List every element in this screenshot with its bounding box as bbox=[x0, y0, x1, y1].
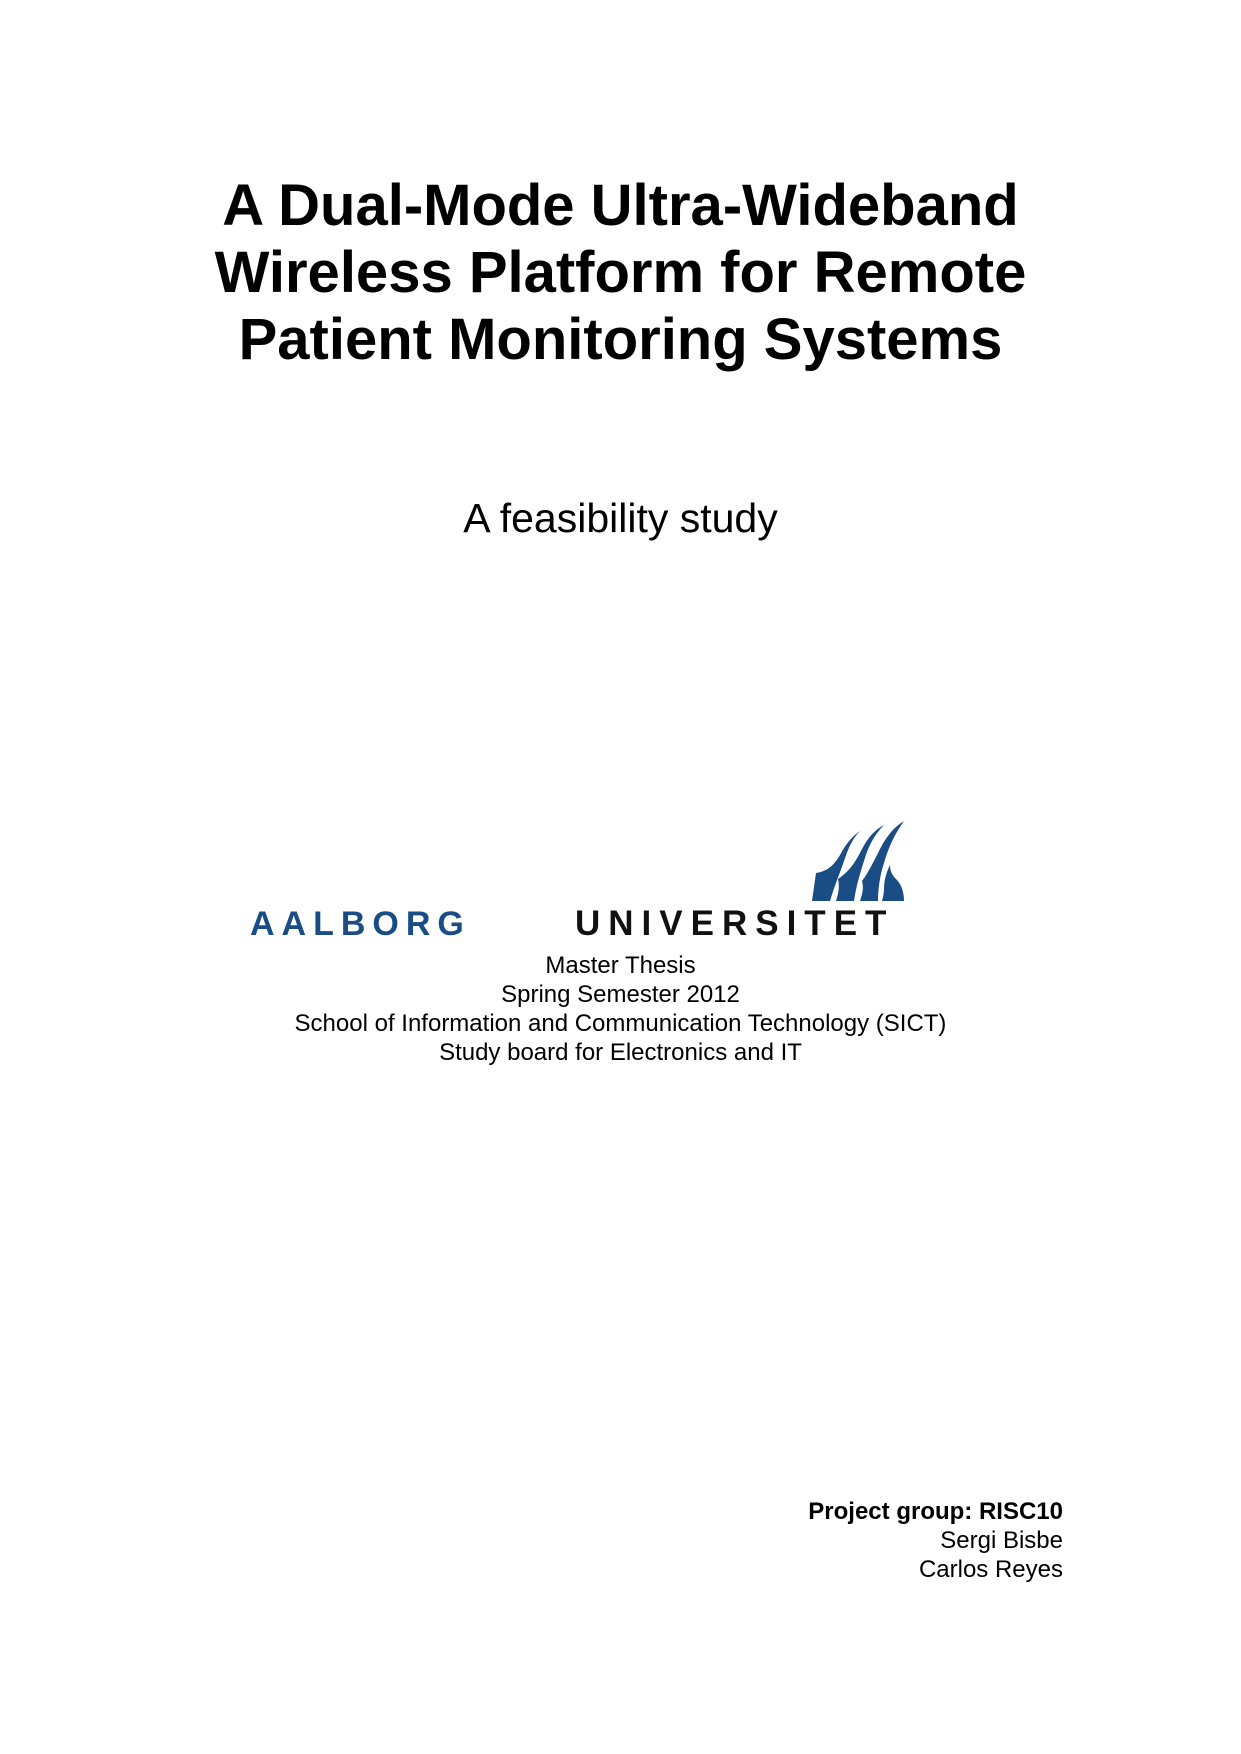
author-name: Carlos Reyes bbox=[918, 1556, 1063, 1583]
title-line-2: Wireless Platform for Remote bbox=[214, 240, 1027, 305]
logo-word-aalborg: AALBORG bbox=[250, 905, 471, 943]
logo-word-universitet: UNIVERSITET bbox=[575, 904, 895, 943]
title-line-1: A Dual-Mode Ultra-Wideband bbox=[222, 173, 1019, 238]
aalborg-waves-icon bbox=[810, 815, 906, 901]
project-group-label: Project group: RISC10 bbox=[808, 1498, 1063, 1525]
thesis-info bbox=[0, 951, 1241, 1067]
author-name: Sergi Bisbe bbox=[940, 1527, 1063, 1554]
thesis-semester: Spring Semester 2012 bbox=[501, 981, 740, 1008]
document-title bbox=[0, 172, 1241, 373]
thesis-study-board: Study board for Electronics and IT bbox=[439, 1039, 802, 1066]
document-subtitle: A feasibility study bbox=[463, 495, 778, 541]
thesis-school: School of Information and Communication Technology (SICT) bbox=[294, 1010, 947, 1037]
title-line-3: Patient Monitoring Systems bbox=[238, 307, 1003, 372]
project-group-block bbox=[808, 1497, 1063, 1584]
thesis-type: Master Thesis bbox=[545, 952, 696, 979]
